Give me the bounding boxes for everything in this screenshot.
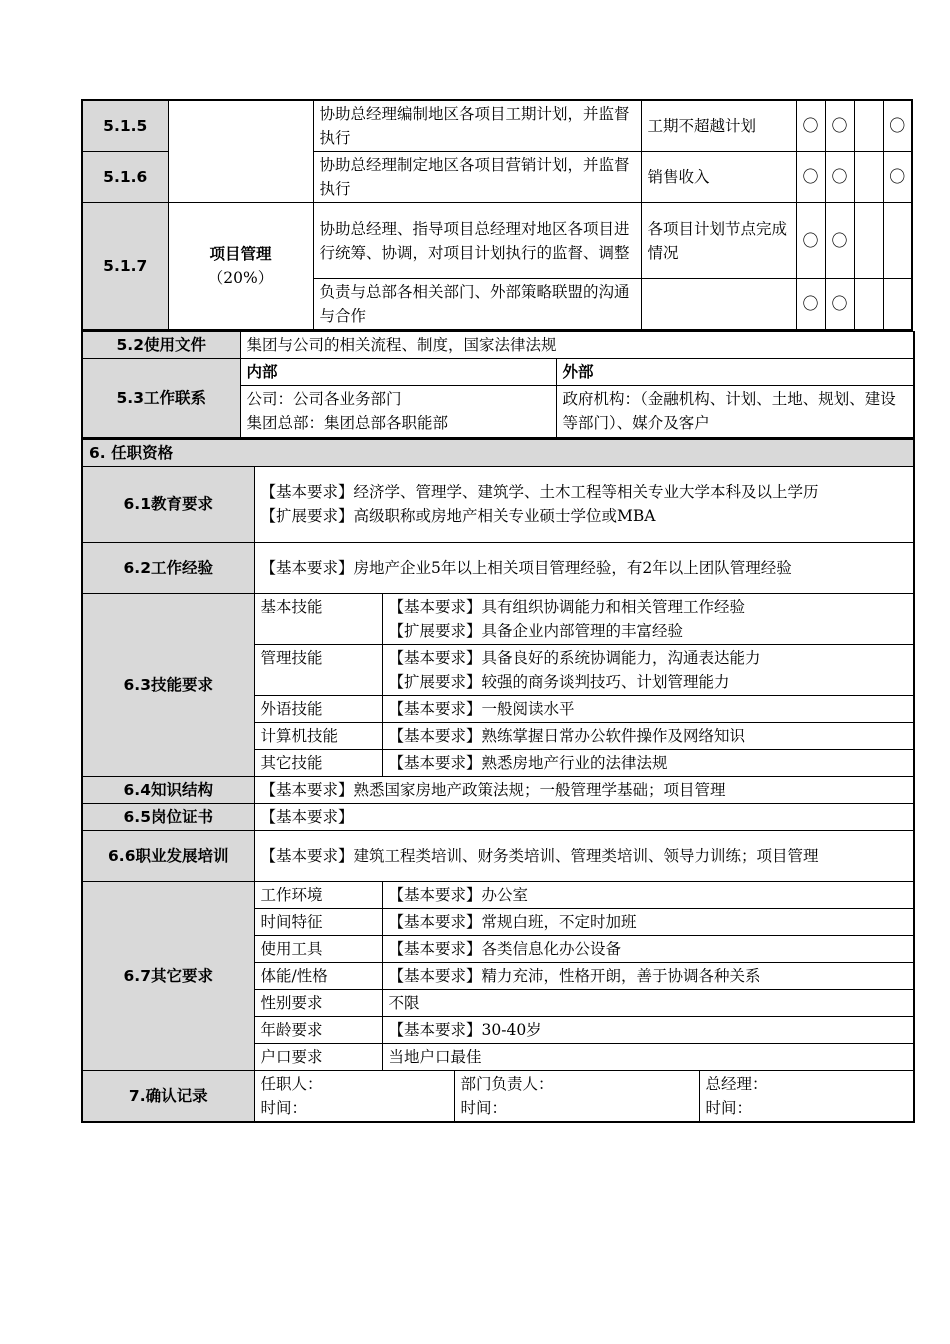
mark-circle: 〇 xyxy=(796,203,825,279)
mark-circle xyxy=(883,203,912,279)
job-description-sheet xyxy=(81,99,913,1123)
mark-circle: 〇 xyxy=(825,279,854,331)
task-text: 协助总经理制定地区各项目营销计划，并监督执行 xyxy=(313,152,641,203)
education-requirements xyxy=(254,466,914,542)
mark-circle: 〇 xyxy=(796,100,825,152)
signature-time: 时间： xyxy=(460,1098,508,1117)
other-item-name: 使用工具 xyxy=(254,935,382,962)
kpi-text: 各项目计划节点完成情况 xyxy=(641,203,796,279)
table-row xyxy=(82,203,912,279)
mark-circle: 〇 xyxy=(825,100,854,152)
table-row xyxy=(82,332,914,359)
other-item-value: 【基本要求】精力充沛，性格开朗，善于协调各种关系 xyxy=(382,962,914,989)
other-item-value: 【基本要求】办公室 xyxy=(382,881,914,908)
qualifications-table xyxy=(81,439,915,1123)
inner-contacts xyxy=(240,386,556,438)
skill-name: 计算机技能 xyxy=(254,722,382,749)
requirement-line: 【扩展要求】高级职称或房地产相关专业硕士学位或MBA xyxy=(260,507,656,525)
mark-circle: 〇 xyxy=(825,152,854,203)
other-item-value: 【基本要求】各类信息化办公设备 xyxy=(382,935,914,962)
experience-requirement: 【基本要求】房地产企业5年以上相关项目管理经验，有2年以上团队管理经验 xyxy=(254,542,914,593)
section-label: 5.3工作联系 xyxy=(82,359,240,438)
inner-contacts-heading: 内部 xyxy=(240,359,556,386)
task-text: 协助总经理编制地区各项目工期计划，并监督执行 xyxy=(313,100,641,152)
mark-circle: 〇 xyxy=(796,279,825,331)
category-cell xyxy=(168,203,313,331)
requirement-line: 【基本要求】熟练掌握日常办公软件操作及网络知识 xyxy=(382,722,914,749)
other-item-name: 体能/性格 xyxy=(254,962,382,989)
section-title: 6. 任职资格 xyxy=(82,439,914,466)
table-row xyxy=(82,466,914,542)
other-item-value: 不限 xyxy=(382,989,914,1016)
signature-time: 时间： xyxy=(260,1098,308,1117)
table-row xyxy=(82,803,914,830)
skill-name: 基本技能 xyxy=(254,593,382,644)
signature-role: 总经理： xyxy=(705,1074,768,1093)
mark-circle: 〇 xyxy=(796,152,825,203)
section-label: 7.确认记录 xyxy=(82,1070,254,1122)
table-row xyxy=(82,830,914,881)
training-requirement: 【基本要求】建筑工程类培训、财务类培训、管理类培训、领导力训练；项目管理 xyxy=(254,830,914,881)
other-item-value: 【基本要求】30-40岁 xyxy=(382,1016,914,1043)
row-id: 5.1.6 xyxy=(82,152,168,203)
skill-requirements xyxy=(382,644,914,695)
mark-circle: 〇 xyxy=(883,152,912,203)
requirement-line: 【扩展要求】具备企业内部管理的丰富经验 xyxy=(388,621,684,640)
requirement-line: 【基本要求】具有组织协调能力和相关管理工作经验 xyxy=(388,597,746,616)
signature-cell-employee xyxy=(254,1070,454,1122)
signature-cell-dept-head xyxy=(454,1070,699,1122)
certificate-requirement: 【基本要求】 xyxy=(254,803,914,830)
kpi-text: 工期不超越计划 xyxy=(641,100,796,152)
mark-circle: 〇 xyxy=(883,100,912,152)
signature-time: 时间： xyxy=(705,1098,753,1117)
mark-circle xyxy=(854,100,883,152)
inner-contact-line: 集团总部：集团总部各职能部 xyxy=(246,414,449,433)
inner-contact-line: 公司：公司各业务部门 xyxy=(246,390,402,409)
requirement-line: 【基本要求】经济学、管理学、建筑学、土木工程等相关专业大学本科及以上学历 xyxy=(260,483,819,501)
other-item-name: 工作环境 xyxy=(254,881,382,908)
other-item-name: 时间特征 xyxy=(254,908,382,935)
table-row xyxy=(82,359,914,386)
skill-requirements xyxy=(382,593,914,644)
section-label: 6.7其它要求 xyxy=(82,881,254,1070)
requirement-line: 【基本要求】一般阅读水平 xyxy=(382,695,914,722)
category-empty-cell xyxy=(168,100,313,203)
section-label: 5.2使用文件 xyxy=(82,332,240,359)
table-row xyxy=(82,100,912,152)
table-row xyxy=(82,776,914,803)
table-row xyxy=(82,542,914,593)
kpi-text: 销售收入 xyxy=(641,152,796,203)
signature-role: 任职人： xyxy=(260,1074,323,1093)
mark-circle xyxy=(854,152,883,203)
mark-circle xyxy=(854,279,883,331)
signature-role: 部门负责人： xyxy=(460,1074,554,1093)
category-label: 项目管理 xyxy=(209,245,272,263)
section-label: 6.2工作经验 xyxy=(82,542,254,593)
table-row xyxy=(82,439,914,466)
task-text: 负责与总部各相关部门、外部策略联盟的沟通与合作 xyxy=(313,279,641,331)
skill-name: 其它技能 xyxy=(254,749,382,776)
other-item-name: 户口要求 xyxy=(254,1043,382,1070)
other-item-name: 性别要求 xyxy=(254,989,382,1016)
skill-name: 外语技能 xyxy=(254,695,382,722)
section-label: 6.3技能要求 xyxy=(82,593,254,776)
skill-name: 管理技能 xyxy=(254,644,382,695)
section-value: 集团与公司的相关流程、制度，国家法律法规 xyxy=(240,332,914,359)
outer-contacts-heading: 外部 xyxy=(556,359,914,386)
table-row xyxy=(82,881,914,908)
outer-contacts: 政府机构：（金融机构、计划、土地、规划、建设等部门）、媒介及客户 xyxy=(556,386,914,438)
kpi-text xyxy=(641,279,796,331)
contacts-table xyxy=(81,331,915,439)
section-label: 6.4知识结构 xyxy=(82,776,254,803)
section-label: 6.1教育要求 xyxy=(82,466,254,542)
signature-cell-gm xyxy=(699,1070,914,1122)
table-row xyxy=(82,593,914,644)
mark-circle xyxy=(883,279,912,331)
category-weight: （20%） xyxy=(207,269,274,287)
other-item-name: 年龄要求 xyxy=(254,1016,382,1043)
knowledge-requirement: 【基本要求】熟悉国家房地产政策法规；一般管理学基础；项目管理 xyxy=(254,776,914,803)
other-item-value: 【基本要求】常规白班，不定时加班 xyxy=(382,908,914,935)
table-row xyxy=(82,1070,914,1122)
section-label: 6.6职业发展培训 xyxy=(82,830,254,881)
section-label: 6.5岗位证书 xyxy=(82,803,254,830)
mark-circle: 〇 xyxy=(825,203,854,279)
task-text: 协助总经理、指导项目总经理对地区各项目进行统筹、协调，对项目计划执行的监督、调整 xyxy=(313,203,641,279)
responsibilities-table xyxy=(81,99,913,331)
requirement-line: 【扩展要求】较强的商务谈判技巧、计划管理能力 xyxy=(388,672,730,691)
row-id: 5.1.7 xyxy=(82,203,168,331)
mark-circle xyxy=(854,203,883,279)
row-id: 5.1.5 xyxy=(82,100,168,152)
requirement-line: 【基本要求】具备良好的系统协调能力，沟通表达能力 xyxy=(388,648,761,667)
requirement-line: 【基本要求】熟悉房地产行业的法律法规 xyxy=(382,749,914,776)
other-item-value: 当地户口最佳 xyxy=(382,1043,914,1070)
